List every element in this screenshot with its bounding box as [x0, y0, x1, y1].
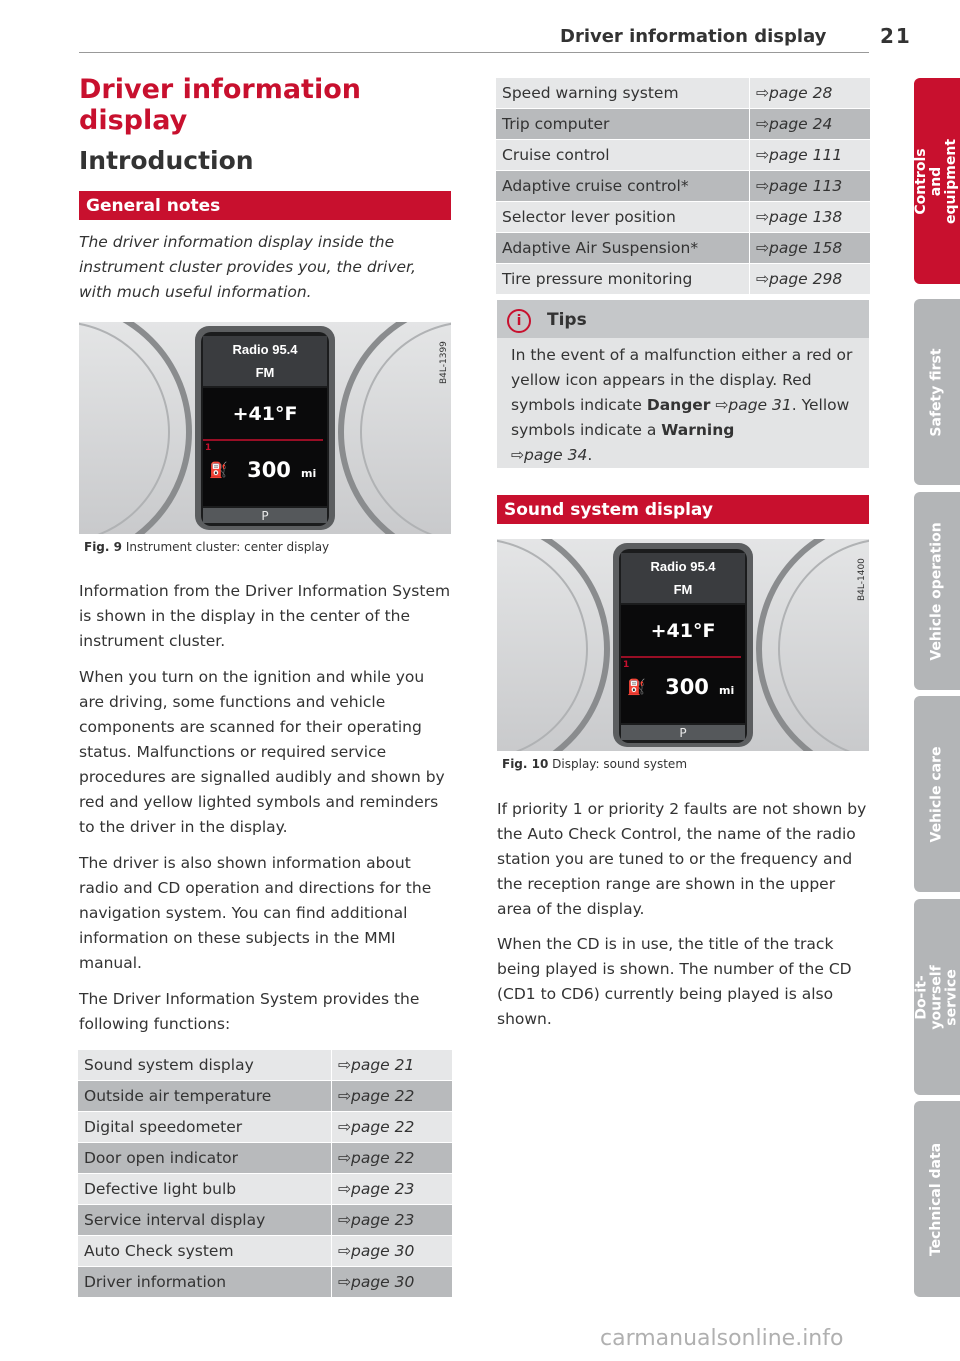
function-name: Outside air temperature	[78, 1081, 332, 1112]
table-row	[496, 78, 871, 109]
tips-text	[511, 343, 856, 468]
body-paragraph: If priority 1 or priority 2 faults are not shown by the Auto Check Control, the name of the radio station you are tuned to or the frequency and the reception range are shown in the upper area of the display.	[497, 800, 867, 918]
tips-box	[497, 300, 869, 468]
page-reference[interactable]: ⇨page 298	[750, 264, 871, 295]
table-row	[78, 1050, 453, 1081]
tips-header	[497, 300, 869, 338]
function-name: Trip computer	[496, 109, 750, 140]
body-paragraph: Information from the Driver Information System is shown in the display in the center of the instrument cluster.	[79, 582, 451, 650]
page-title: Driver information display	[79, 74, 361, 136]
function-name: Driver information	[78, 1267, 332, 1298]
watermark: carmanualsonline.info	[600, 1326, 844, 1351]
side-tab-safety-first[interactable]	[914, 299, 960, 485]
display-temperature: +41°F	[650, 620, 716, 642]
intro-text: The driver information display inside the instrument cluster provides you, the driver, with much useful information.	[79, 233, 416, 301]
tips-text-part: . Yellow symbols indicate a	[511, 396, 850, 439]
page-number: 21	[880, 24, 912, 48]
table-row	[78, 1143, 453, 1174]
table-row	[78, 1081, 453, 1112]
function-name: Door open indicator	[78, 1143, 332, 1174]
table-row	[496, 202, 871, 233]
table-row	[496, 140, 871, 171]
display-range: 300	[665, 675, 709, 699]
fuel-pump-icon: ⛽	[209, 461, 228, 479]
table-row	[496, 109, 871, 140]
section-bar-sound-system: Sound system display	[497, 495, 869, 524]
page-reference[interactable]: ⇨page 158	[750, 233, 871, 264]
cluster-illustration	[79, 322, 451, 534]
side-tab-label: Do-it-yourself service	[913, 964, 960, 1030]
page-reference[interactable]: ⇨page 30	[332, 1236, 453, 1267]
page-reference[interactable]: ⇨page 23	[332, 1205, 453, 1236]
body-paragraph: The Driver Information System provides the following functions:	[79, 990, 420, 1033]
display-gear: P	[261, 509, 269, 523]
page-reference[interactable]: ⇨page 21	[332, 1050, 453, 1081]
body-paragraph: When you turn on the ignition and while you are driving, some functions and vehicle components are scanned for their operating status. Malfunctions or required service procedures are signalled audibly and shown by red and yellow lighted symbols and reminders to the driver in the display.	[79, 668, 445, 836]
page-reference[interactable]: ⇨page 24	[750, 109, 871, 140]
display-range-unit: mi	[301, 467, 317, 480]
function-name: Adaptive Air Suspension*	[496, 233, 750, 264]
side-tab-label: Controls and equipment	[913, 138, 960, 224]
function-name: Digital speedometer	[78, 1112, 332, 1143]
function-name: Cruise control	[496, 140, 750, 171]
figure-caption-number: Fig. 9	[84, 540, 122, 554]
function-name: Tire pressure monitoring	[496, 264, 750, 295]
figure-caption	[502, 757, 687, 771]
section-subtitle: Introduction	[79, 146, 254, 175]
figure-caption-text: Display: sound system	[552, 757, 688, 771]
display-band: FM	[255, 365, 275, 380]
danger-term: Danger	[646, 396, 711, 414]
figure-code: B4L-1400	[857, 558, 867, 601]
side-tab-vehicle-care[interactable]	[914, 696, 960, 892]
display-temperature: +41°F	[232, 403, 298, 425]
display-band: FM	[673, 582, 693, 597]
figure-sound-system	[497, 539, 869, 751]
function-name: Speed warning system	[496, 78, 750, 109]
page-reference[interactable]: ⇨page 30	[332, 1267, 453, 1298]
functions-table-right	[495, 77, 871, 295]
body-paragraph: When the CD is in use, the title of the track being played is shown. The number of the CD (CD1 to CD6) currently being played is also shown.	[497, 935, 852, 1028]
page-reference[interactable]: ⇨page 22	[332, 1143, 453, 1174]
figure-caption-text: Instrument cluster: center display	[125, 540, 330, 554]
table-row	[496, 171, 871, 202]
page-reference[interactable]: ⇨page 113	[750, 171, 871, 202]
page-reference[interactable]: ⇨page 138	[750, 202, 871, 233]
side-tab-label: Safety first	[928, 347, 945, 437]
fuel-pump-icon: ⛽	[627, 678, 646, 696]
warning-term: Warning	[661, 421, 735, 439]
function-name: Auto Check system	[78, 1236, 332, 1267]
page-reference[interactable]: ⇨page 23	[332, 1174, 453, 1205]
figure-caption-number: Fig. 10	[502, 757, 549, 771]
table-row	[496, 264, 871, 295]
display-range-unit: mi	[719, 684, 735, 697]
side-tab-technical-data[interactable]	[914, 1101, 960, 1297]
side-tab-do-it-yourself-service[interactable]	[914, 899, 960, 1095]
tips-text-part: .	[587, 446, 593, 464]
figure-code: B4L-1399	[439, 341, 449, 384]
display-range: 300	[247, 458, 291, 482]
table-row	[78, 1205, 453, 1236]
table-row	[78, 1112, 453, 1143]
page-reference[interactable]: ⇨page 111	[750, 140, 871, 171]
body-paragraph: The driver is also shown information about radio and CD operation and directions for the navigation system. You can find additional information on these subjects in the MMI manual.	[79, 854, 432, 972]
figure-instrument-cluster	[79, 322, 451, 534]
side-tab-label: Vehicle operation	[928, 521, 945, 661]
tips-label: Tips	[547, 310, 587, 330]
table-row	[78, 1236, 453, 1267]
side-tab-vehicle-operation[interactable]	[914, 492, 960, 690]
sound-display-illustration	[497, 539, 869, 751]
page-reference[interactable]: ⇨page 28	[750, 78, 871, 109]
display-gear: P	[679, 726, 687, 740]
danger-page-reference[interactable]: ⇨page 31	[710, 396, 792, 414]
display-station: Radio 95.4	[232, 342, 298, 357]
function-name: Defective light bulb	[78, 1174, 332, 1205]
page-reference[interactable]: ⇨page 22	[332, 1112, 453, 1143]
display-priority: 1	[205, 443, 212, 453]
display-station: Radio 95.4	[650, 559, 716, 574]
side-tab-label: Technical data	[928, 1142, 945, 1256]
display-priority: 1	[623, 660, 630, 670]
page-reference[interactable]: ⇨page 22	[332, 1081, 453, 1112]
running-head: Driver information display	[560, 26, 827, 47]
side-tab-controls-and-equipment[interactable]	[914, 78, 960, 284]
side-tab-label: Vehicle care	[928, 746, 945, 842]
header-divider	[79, 52, 869, 53]
function-name: Selector lever position	[496, 202, 750, 233]
table-row	[78, 1174, 453, 1205]
function-name: Sound system display	[78, 1050, 332, 1081]
function-name: Adaptive cruise control*	[496, 171, 750, 202]
info-icon: i	[507, 309, 531, 333]
functions-table-left	[77, 1049, 453, 1298]
table-row	[496, 233, 871, 264]
warning-page-reference[interactable]: ⇨page 34	[511, 446, 588, 464]
function-name: Service interval display	[78, 1205, 332, 1236]
tips-text-part: In the event of a malfunction either a red or yellow icon appears in the display. Red symbols indicate	[511, 346, 853, 414]
figure-caption	[84, 540, 329, 554]
table-row	[78, 1267, 453, 1298]
section-bar-general-notes: General notes	[79, 191, 451, 220]
